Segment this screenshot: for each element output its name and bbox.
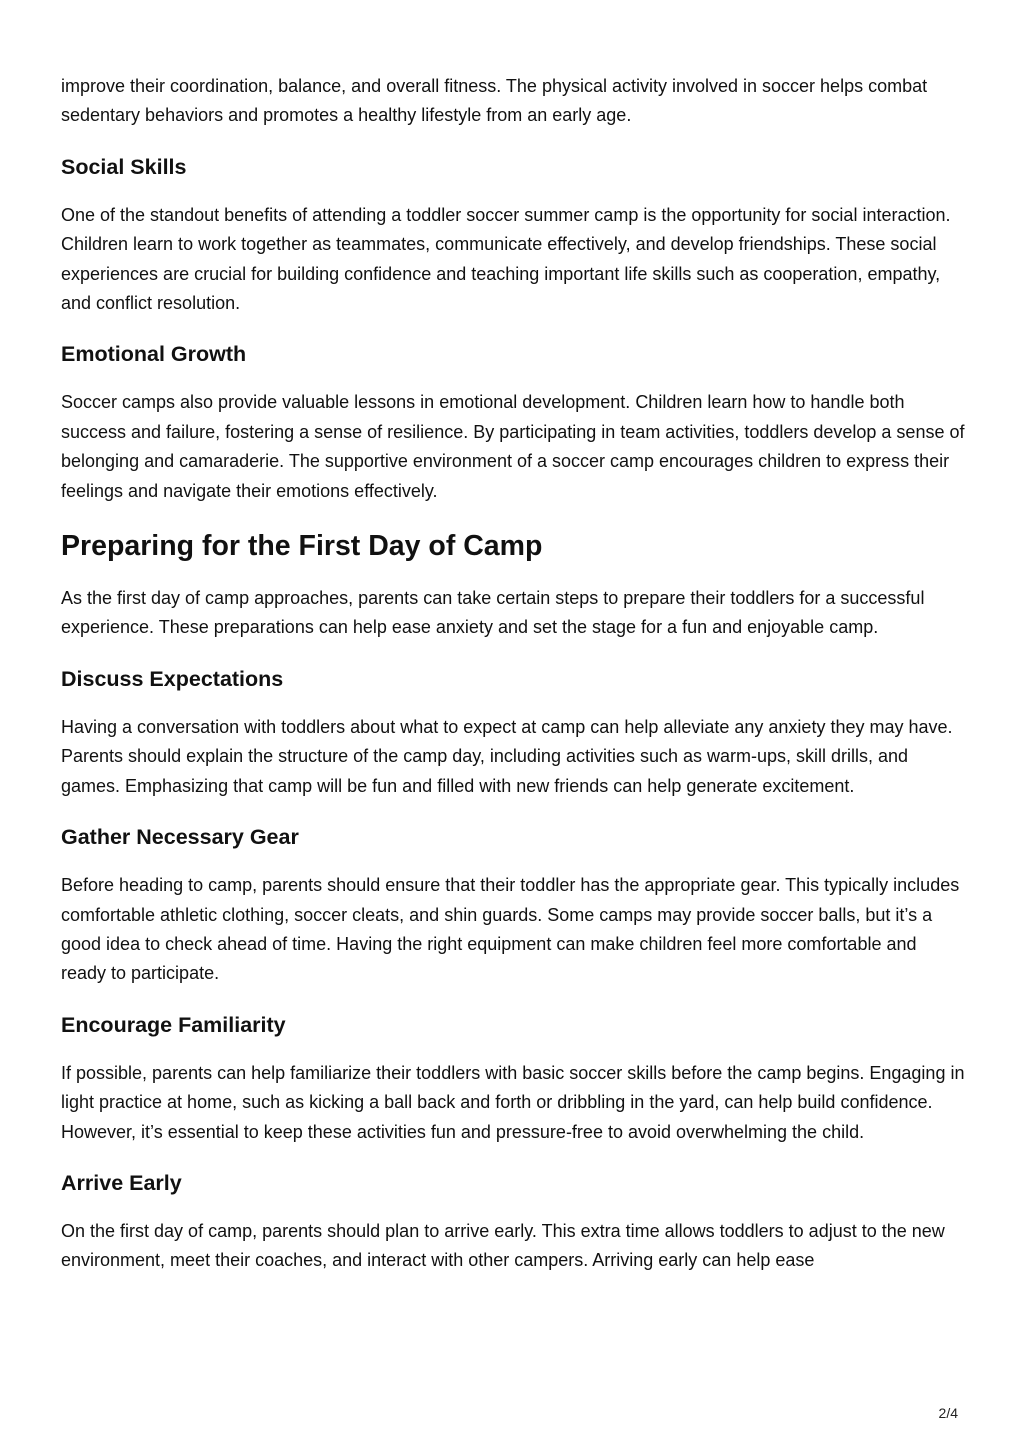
- heading-emotional-growth: Emotional Growth: [61, 342, 247, 367]
- heading-encourage-familiarity: Encourage Familiarity: [61, 1012, 286, 1037]
- paragraph-preparing: As the first day of camp approaches, parents can take certain steps to prepare their toddlers for a successful experience. These preparations can help ease anxiety and set the stage for a fun and enjoyable camp.: [61, 588, 925, 638]
- heading-preparing-first-day: Preparing for the First Day of Camp: [61, 530, 543, 563]
- paragraph-arrive-early: On the first day of camp, parents should plan to arrive early. This extra time allows toddlers to adjust to the new environment, meet their coaches, and interact with other campers. Arriving early can help ease: [61, 1220, 945, 1271]
- paragraph-discuss-expectations: Having a conversation with toddlers about what to expect at camp can help alleviate any anxiety they may have. Parents should explain the structure of the camp day, including activities such as warm-ups, skill drills, and games. Emphasizing that camp will be fun and filled with new friends can help generate excitement.: [61, 716, 953, 796]
- paragraph-social-skills: One of the standout benefits of attending a toddler soccer summer camp is the opportunity for social interaction. Children learn to work together as teammates, communicate effectively, and develop friendships. These social experiences are crucial for building confidence and teaching important life skills such as cooperation, empathy, and conflict resolution.: [61, 204, 951, 314]
- document-page: [61, 72, 966, 1276]
- intro-paragraph: improve their coordination, balance, and overall fitness. The physical activity involved in soccer helps combat sedentary behaviors and promotes a healthy lifestyle from an early age.: [61, 76, 928, 126]
- paragraph-gather-gear: Before heading to camp, parents should ensure that their toddler has the appropriate gear. This typically includes comfortable athletic clothing, soccer cleats, and shin guards. Some camps may provide soccer balls, but it’s a good idea to check ahead of time. Having the right equipment can make children feel more comfortable and ready to participate.: [61, 875, 960, 984]
- page-number: 2/4: [938, 1405, 958, 1421]
- paragraph-emotional-growth: Soccer camps also provide valuable lessons in emotional development. Children learn how to handle both success and failure, fostering a sense of resilience. By participating in team activities, toddlers develop a sense of belonging and camaraderie. The supportive environment of a soccer camp encourages children to express their feelings and navigate their emotions effectively.: [61, 392, 965, 501]
- heading-social-skills: Social Skills: [61, 154, 187, 179]
- heading-gather-gear: Gather Necessary Gear: [61, 825, 299, 850]
- paragraph-encourage-familiarity: If possible, parents can help familiarize their toddlers with basic soccer skills before the camp begins. Engaging in light practice at home, such as kicking a ball back and forth or dribbling in the yard, can help build confidence. However, it’s essential to keep these activities fun and pressure-free to avoid overwhelming the child.: [61, 1062, 965, 1142]
- heading-discuss-expectations: Discuss Expectations: [61, 666, 284, 691]
- heading-arrive-early: Arrive Early: [61, 1170, 182, 1195]
